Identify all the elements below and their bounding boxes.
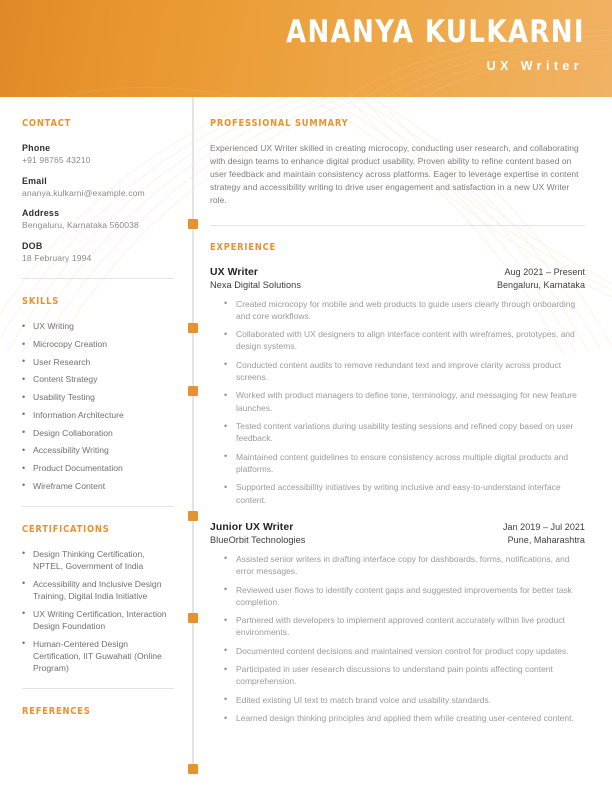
contact-item-email	[22, 176, 174, 200]
sidebar-divider	[22, 506, 174, 507]
contact-value-dob: 18 February 1994	[22, 252, 92, 263]
list-item: • Created microcopy for mobile and web products to guide users clearly through onboarding and core workflows.	[224, 298, 585, 323]
list-item: • Documented content decisions and maintained version control for product copy updates.	[224, 645, 585, 657]
contact-value-phone[interactable]: +91 98765 43210	[22, 155, 91, 165]
sidebar	[0, 97, 192, 730]
contact-item-phone	[22, 143, 174, 167]
page-title: ANANYA KULKARNI	[286, 14, 585, 50]
sidebar-section-certifications	[22, 524, 174, 674]
timeline-dot	[188, 764, 198, 774]
job-dates: Aug 2021 – Present	[504, 266, 585, 277]
list-item: • Learned design thinking principles and applied them while creating user-centered content.	[224, 712, 585, 724]
experience-entry	[210, 522, 585, 724]
job-company: BlueOrbit Technologies	[210, 534, 306, 545]
main-content	[192, 97, 612, 730]
contact-heading: CONTACT	[22, 118, 72, 129]
certifications-heading: CERTIFICATIONS	[22, 523, 110, 535]
contact-label: DOB	[22, 240, 43, 251]
sidebar-section-references	[22, 706, 174, 717]
contact-label: Phone	[22, 143, 51, 153]
list-item: • Wireframe Content	[22, 480, 174, 492]
list-item: • Edited existing UI text to match brand voice and usability standards.	[224, 694, 585, 706]
sidebar-divider	[22, 278, 174, 279]
list-item: • Microcopy Creation	[22, 338, 174, 350]
list-item: • Reviewed user flows to identify content gaps and suggested improvements for better task completion.	[224, 584, 585, 609]
skills-heading: SKILLS	[22, 296, 60, 308]
main-divider	[210, 225, 585, 226]
job-role: Junior UX Writer	[210, 521, 294, 533]
skills-list	[22, 320, 174, 492]
contact-list	[22, 143, 174, 264]
section-professional-summary	[210, 118, 585, 207]
list-item: • Maintained content guidelines to ensure consistency across multiple digital products and platforms.	[224, 451, 585, 476]
list-item: • User Research	[22, 356, 174, 368]
section-experience	[210, 242, 585, 725]
list-item: • Accessibility Writing	[22, 444, 174, 456]
job-location: Pune, Maharashtra	[507, 534, 585, 545]
resume-body	[0, 97, 612, 792]
list-item: • Human-Centered Design Certification, IIT Guwahati (Online Program)	[22, 638, 174, 675]
summary-text: Experienced UX Writer skilled in creating microcopy, conducting user research, and collaborating with design teams to enhance digital product usability. Proven ability to refine content based on user feedback and maintain consistency across platforms. Eager to leverage expertise in content strategy and accessibility writing to drive user engagement and satisfaction in a new UX Writer role.	[210, 143, 579, 205]
job-dates: Jan 2019 – Jul 2021	[502, 521, 585, 532]
experience-entry-header	[210, 267, 585, 278]
list-item: • Usability Testing	[22, 391, 174, 403]
job-bullet-list	[210, 553, 585, 724]
job-bullet-list	[210, 298, 585, 506]
experience-heading: EXPERIENCE	[210, 241, 277, 253]
list-item: • Worked with product managers to define tone, terminology, and messaging for new feature launches.	[224, 389, 585, 414]
list-item: • UX Writing	[22, 320, 174, 332]
experience-entry	[210, 267, 585, 506]
header-text-block	[229, 16, 585, 73]
list-item: • Assisted senior writers in drafting interface copy for dashboards, forms, notifications, and error messages.	[224, 553, 585, 578]
list-item: • Participated in user research discussions to understand pain points affecting content comprehension.	[224, 663, 585, 688]
sidebar-section-skills	[22, 296, 174, 492]
sidebar-section-contact	[22, 118, 174, 264]
contact-value-address: Bengaluru, Karnataka 560038	[22, 220, 139, 231]
summary-heading: PROFESSIONAL SUMMARY	[210, 118, 349, 129]
experience-entry-subheader	[210, 278, 585, 290]
list-item: • Accessibility and Inclusive Design Training, Digital India Initiative	[22, 578, 174, 602]
contact-item-dob	[22, 241, 174, 265]
list-item: • Design Collaboration	[22, 427, 174, 439]
list-item: • Information Architecture	[22, 409, 174, 421]
list-item: • Collaborated with UX designers to align interface content with wireframes, prototypes, and design systems.	[224, 328, 585, 353]
list-item: • Content Strategy	[22, 373, 174, 385]
list-item: • Partnered with developers to implement approved content accurately within live product environments.	[224, 614, 585, 639]
certifications-list	[22, 548, 174, 674]
list-item: • Supported accessibility initiatives by writing inclusive and easy-to-understand interface content.	[224, 481, 585, 506]
list-item: • Tested content variations during usability testing sessions and refined copy based on user feedback.	[224, 420, 585, 445]
contact-value-email[interactable]: ananya.kulkarni@example.com	[22, 187, 145, 198]
job-location: Bengaluru, Karnataka	[496, 279, 585, 290]
experience-entry-header	[210, 522, 585, 533]
job-company: Nexa Digital Solutions	[210, 279, 301, 290]
list-item: • Conducted content audits to remove redundant text and improve clarity across product screens.	[224, 359, 585, 384]
references-heading: REFERENCES	[22, 706, 91, 718]
list-item: • Design Thinking Certification, NPTEL, Government of India	[22, 548, 174, 572]
contact-label: Address	[22, 208, 60, 219]
sidebar-divider	[22, 688, 174, 689]
header-job-title: UX Writer	[486, 58, 583, 73]
contact-item-address	[22, 208, 174, 232]
list-item: • Product Documentation	[22, 462, 174, 474]
experience-entry-subheader	[210, 533, 585, 545]
list-item: • UX Writing Certification, Interaction Design Foundation	[22, 608, 174, 632]
resume-header	[0, 0, 612, 97]
contact-label: Email	[22, 175, 47, 186]
job-role: UX Writer	[210, 266, 259, 278]
